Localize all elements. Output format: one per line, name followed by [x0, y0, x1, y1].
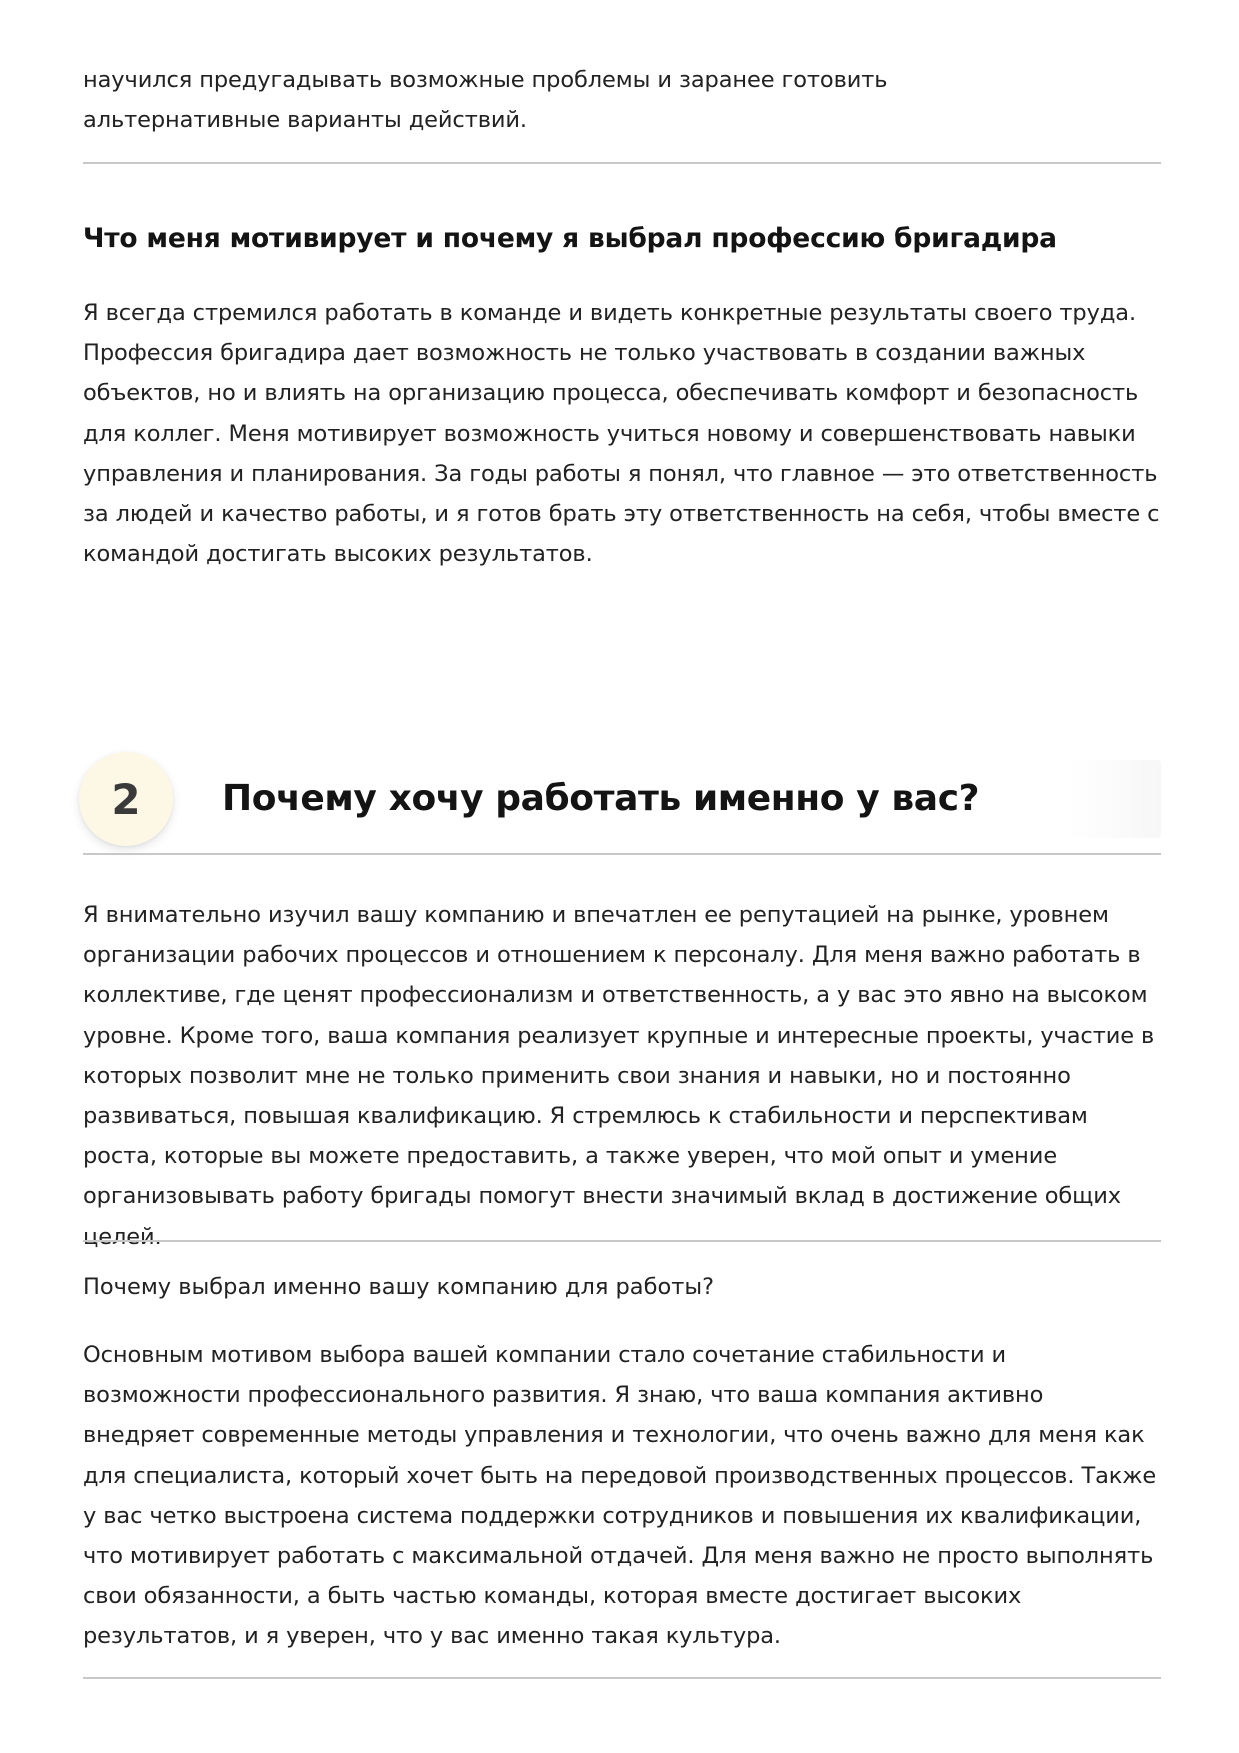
section-divider [83, 853, 1161, 855]
question-heading: Почему выбрал именно вашу компанию для работы? [83, 1274, 715, 1300]
intro-tail-paragraph: научился предугадывать возможные проблемы и заранее готовить альтернативные варианты действий. [83, 67, 888, 134]
section-2-header [83, 752, 1161, 856]
section-title: Почему хочу работать именно у вас? [222, 778, 980, 819]
motivation-paragraph: Я всегда стремился работать в команде и видеть конкретные результаты своего труда. Профессия бригадира дает возможность не только участвовать в создании важных объектов, но и влиять на организацию процесса, обеспечивать комфорт и безопасность для коллег. Меня мотивирует возможность учиться новому и совершенствовать навыки управления и планирования. За годы работы я понял, что главное — это ответственность за людей и качество работы, и я готов брать эту ответственность на себя, чтобы вместе с командой достигать высоких результатов. [83, 300, 1160, 568]
divider [83, 1677, 1161, 1679]
motivation-heading: Что меня мотивирует и почему я выбрал профессию бригадира [83, 223, 1057, 254]
section-2-paragraph: Я внимательно изучил вашу компанию и впечатлен ее репутацией на рынке, уровнем организации рабочих процессов и отношением к персоналу. Для меня важно работать в коллективе, где ценят профессионализм и ответственность, а у вас это явно на высоком уровне. Кроме того, ваша компания реализует крупные и интересные проекты, участие в которых позволит мне не только применить свои знания и навыки, но и постоянно развиваться, повышая квалификацию. Я стремлюсь к стабильности и перспективам роста, которые вы можете предоставить, а также уверен, что мой опыт и умение организовывать работу бригады помогут внести значимый вклад в достижение общих целей. [83, 902, 1155, 1250]
divider [83, 162, 1161, 164]
section-number-badge: 2 [79, 752, 173, 846]
divider [83, 1240, 1161, 1242]
answer-paragraph: Основным мотивом выбора вашей компании стало сочетание стабильности и возможности профессионального развития. Я знаю, что ваша компания активно внедряет современные методы управления и технологии, что очень важно для меня как для специалиста, который хочет быть на передовой производственных процессов. Также у вас четко выстроена система поддержки сотрудников и повышения их квалификации, что мотивирует работать с максимальной отдачей. Для меня важно не просто выполнять свои обязанности, а быть частью команды, которая вместе достигает высоких результатов, и я уверен, что у вас именно такая культура. [83, 1342, 1157, 1650]
